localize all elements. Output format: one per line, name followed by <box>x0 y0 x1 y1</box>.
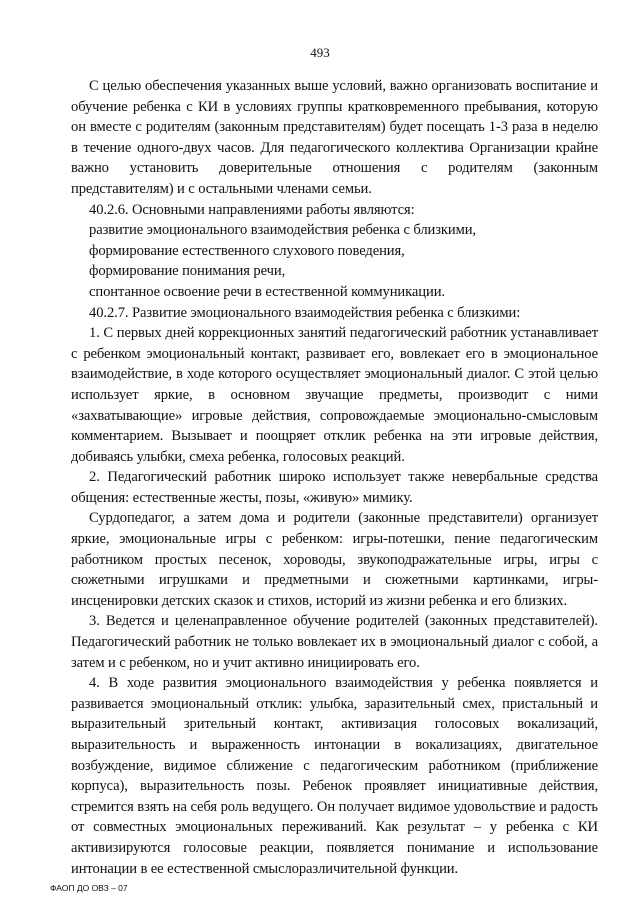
list-item: формирование понимания речи, <box>89 263 286 280</box>
document-body <box>71 76 598 879</box>
paragraph-item-4: 4. В ходе развития эмоционального взаимодействия у ребенка появляется и развивается эмоциональный отклик: улыбка, заразительный смех, пристальный и выразительный зрительный контакт, активизация голосовых вокализаций, выразительность и выраженность интонации в вокализациях, двигательное возбуждение, видимое сближение с педагогическим работником (приближение корпуса), выразительность позы. Ребенок проявляет инициативные действия, стремится взять на себя роль ведущего. Он получает видимое удовольствие и радость от совместных эмоциональных переживаний. Как результат – у ребенка с КИ активизируются голосовые реакции, появляется понимание и использование интонации в ее естественной смыслоразличительной функции. <box>71 675 598 877</box>
paragraph-surdopedagog: Сурдопедагог, а затем дома и родители (законные представители) организует яркие, эмоциональные игры с ребенком: игры-потешки, пение педагогическим работником простых песенок, хороводы, звукоподражательные игры, игры с сюжетными игрушками и предметными и сюжетными картинками, игры-инсценировки детских сказок и стихов, историй из жизни ребенка и его близких. <box>71 510 598 609</box>
page-number: 493 <box>310 45 330 60</box>
list-item: формирование естественного слухового поведения, <box>89 242 405 259</box>
list-item: спонтанное освоение речи в естественной коммуникации. <box>89 283 445 300</box>
paragraph-section-40-2-6: 40.2.6. Основными направлениями работы являются: <box>89 201 415 218</box>
paragraph-item-1: 1. С первых дней коррекционных занятий педагогический работник устанавливает с ребенком эмоциональный контакт, развивает его, вовлекает его в эмоциональное взаимодействие, в ходе которого осуществляет эмоциональный диалог. С этой целью использует яркие, в основном звучащие предметы, производит с ними «захватывающие» игровые действия, сопровождаемые эмоционально-смысловым комментарием. Вызывает и поощряет отклик ребенка на эти игровые действия, добиваясь улыбки, смеха ребенка, голосовых реакций. <box>71 325 598 465</box>
paragraph-section-40-2-7: 40.2.7. Развитие эмоционального взаимодействия ребенка с близкими: <box>89 304 521 321</box>
list-item: развитие эмоционального взаимодействия ребенка с близкими, <box>89 222 476 239</box>
paragraph-intro: С целью обеспечения указанных выше условий, важно организовать воспитание и обучение ребенка с КИ в условиях группы кратковременного пребывания, которую он вместе с родителям (законным представителям) будет посещать 1-3 раза в неделю в течение одного-двух часов. Для педагогического коллектива Организации крайне важно установить доверительные отношения с родителям (законным представителям) и с остальными членами семьи. <box>71 78 598 197</box>
paragraph-item-3: 3. Ведется и целенаправленное обучение родителей (законных представителей). Педагогический работник не только вовлекает их в эмоциональный диалог с собой, а затем и с ребенком, но и учит активно инициировать его. <box>71 613 598 671</box>
footer-code: ФАОП ДО ОВЗ – 07 <box>50 883 128 893</box>
paragraph-item-2: 2. Педагогический работник широко использует также невербальные средства общения: естественные жесты, позы, «живую» мимику. <box>71 469 598 506</box>
